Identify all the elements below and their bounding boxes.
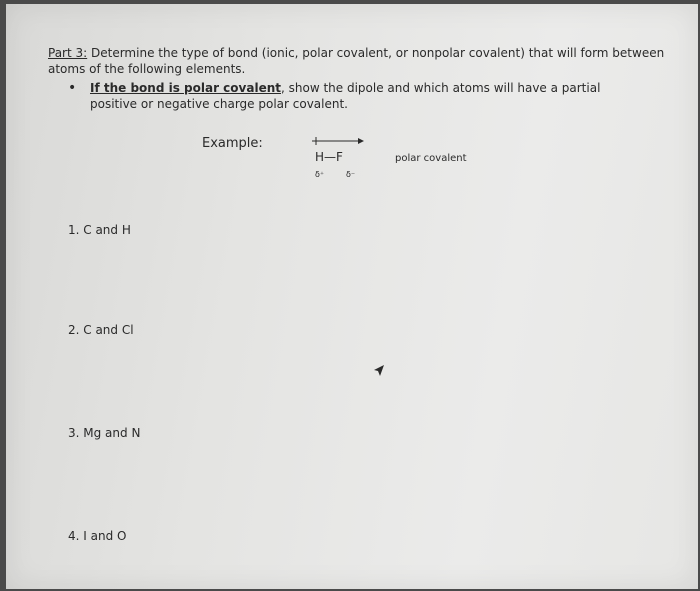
delta-negative: δ⁻ [346, 170, 356, 179]
part-label: Part 3: [48, 46, 88, 60]
example-molecule: H—F [315, 150, 343, 164]
delta-positive: δ⁺ [315, 170, 325, 179]
bullet-dot-icon: • [68, 80, 77, 96]
part-instruction: Determine the type of bond (ionic, polar covalent, or nonpolar covalent) that will form between atoms of the following elements. [48, 46, 665, 76]
question-4: 4. I and O [68, 529, 127, 543]
bullet-text [90, 80, 630, 112]
question-1: 1. C and H [68, 223, 131, 237]
worksheet-page [6, 4, 698, 589]
mouse-cursor-icon [373, 364, 385, 378]
part-heading [48, 45, 688, 77]
bullet-rest: , show the dipole and which atoms will have a partial positive or negative charge polar covalent. [90, 81, 601, 111]
bullet-emphasis: If the bond is polar covalent [90, 81, 281, 95]
question-2: 2. C and Cl [68, 323, 134, 337]
example-label: Example: [202, 136, 263, 151]
question-3: 3. Mg and N [68, 426, 141, 440]
example-bond-type: polar covalent [395, 153, 467, 164]
